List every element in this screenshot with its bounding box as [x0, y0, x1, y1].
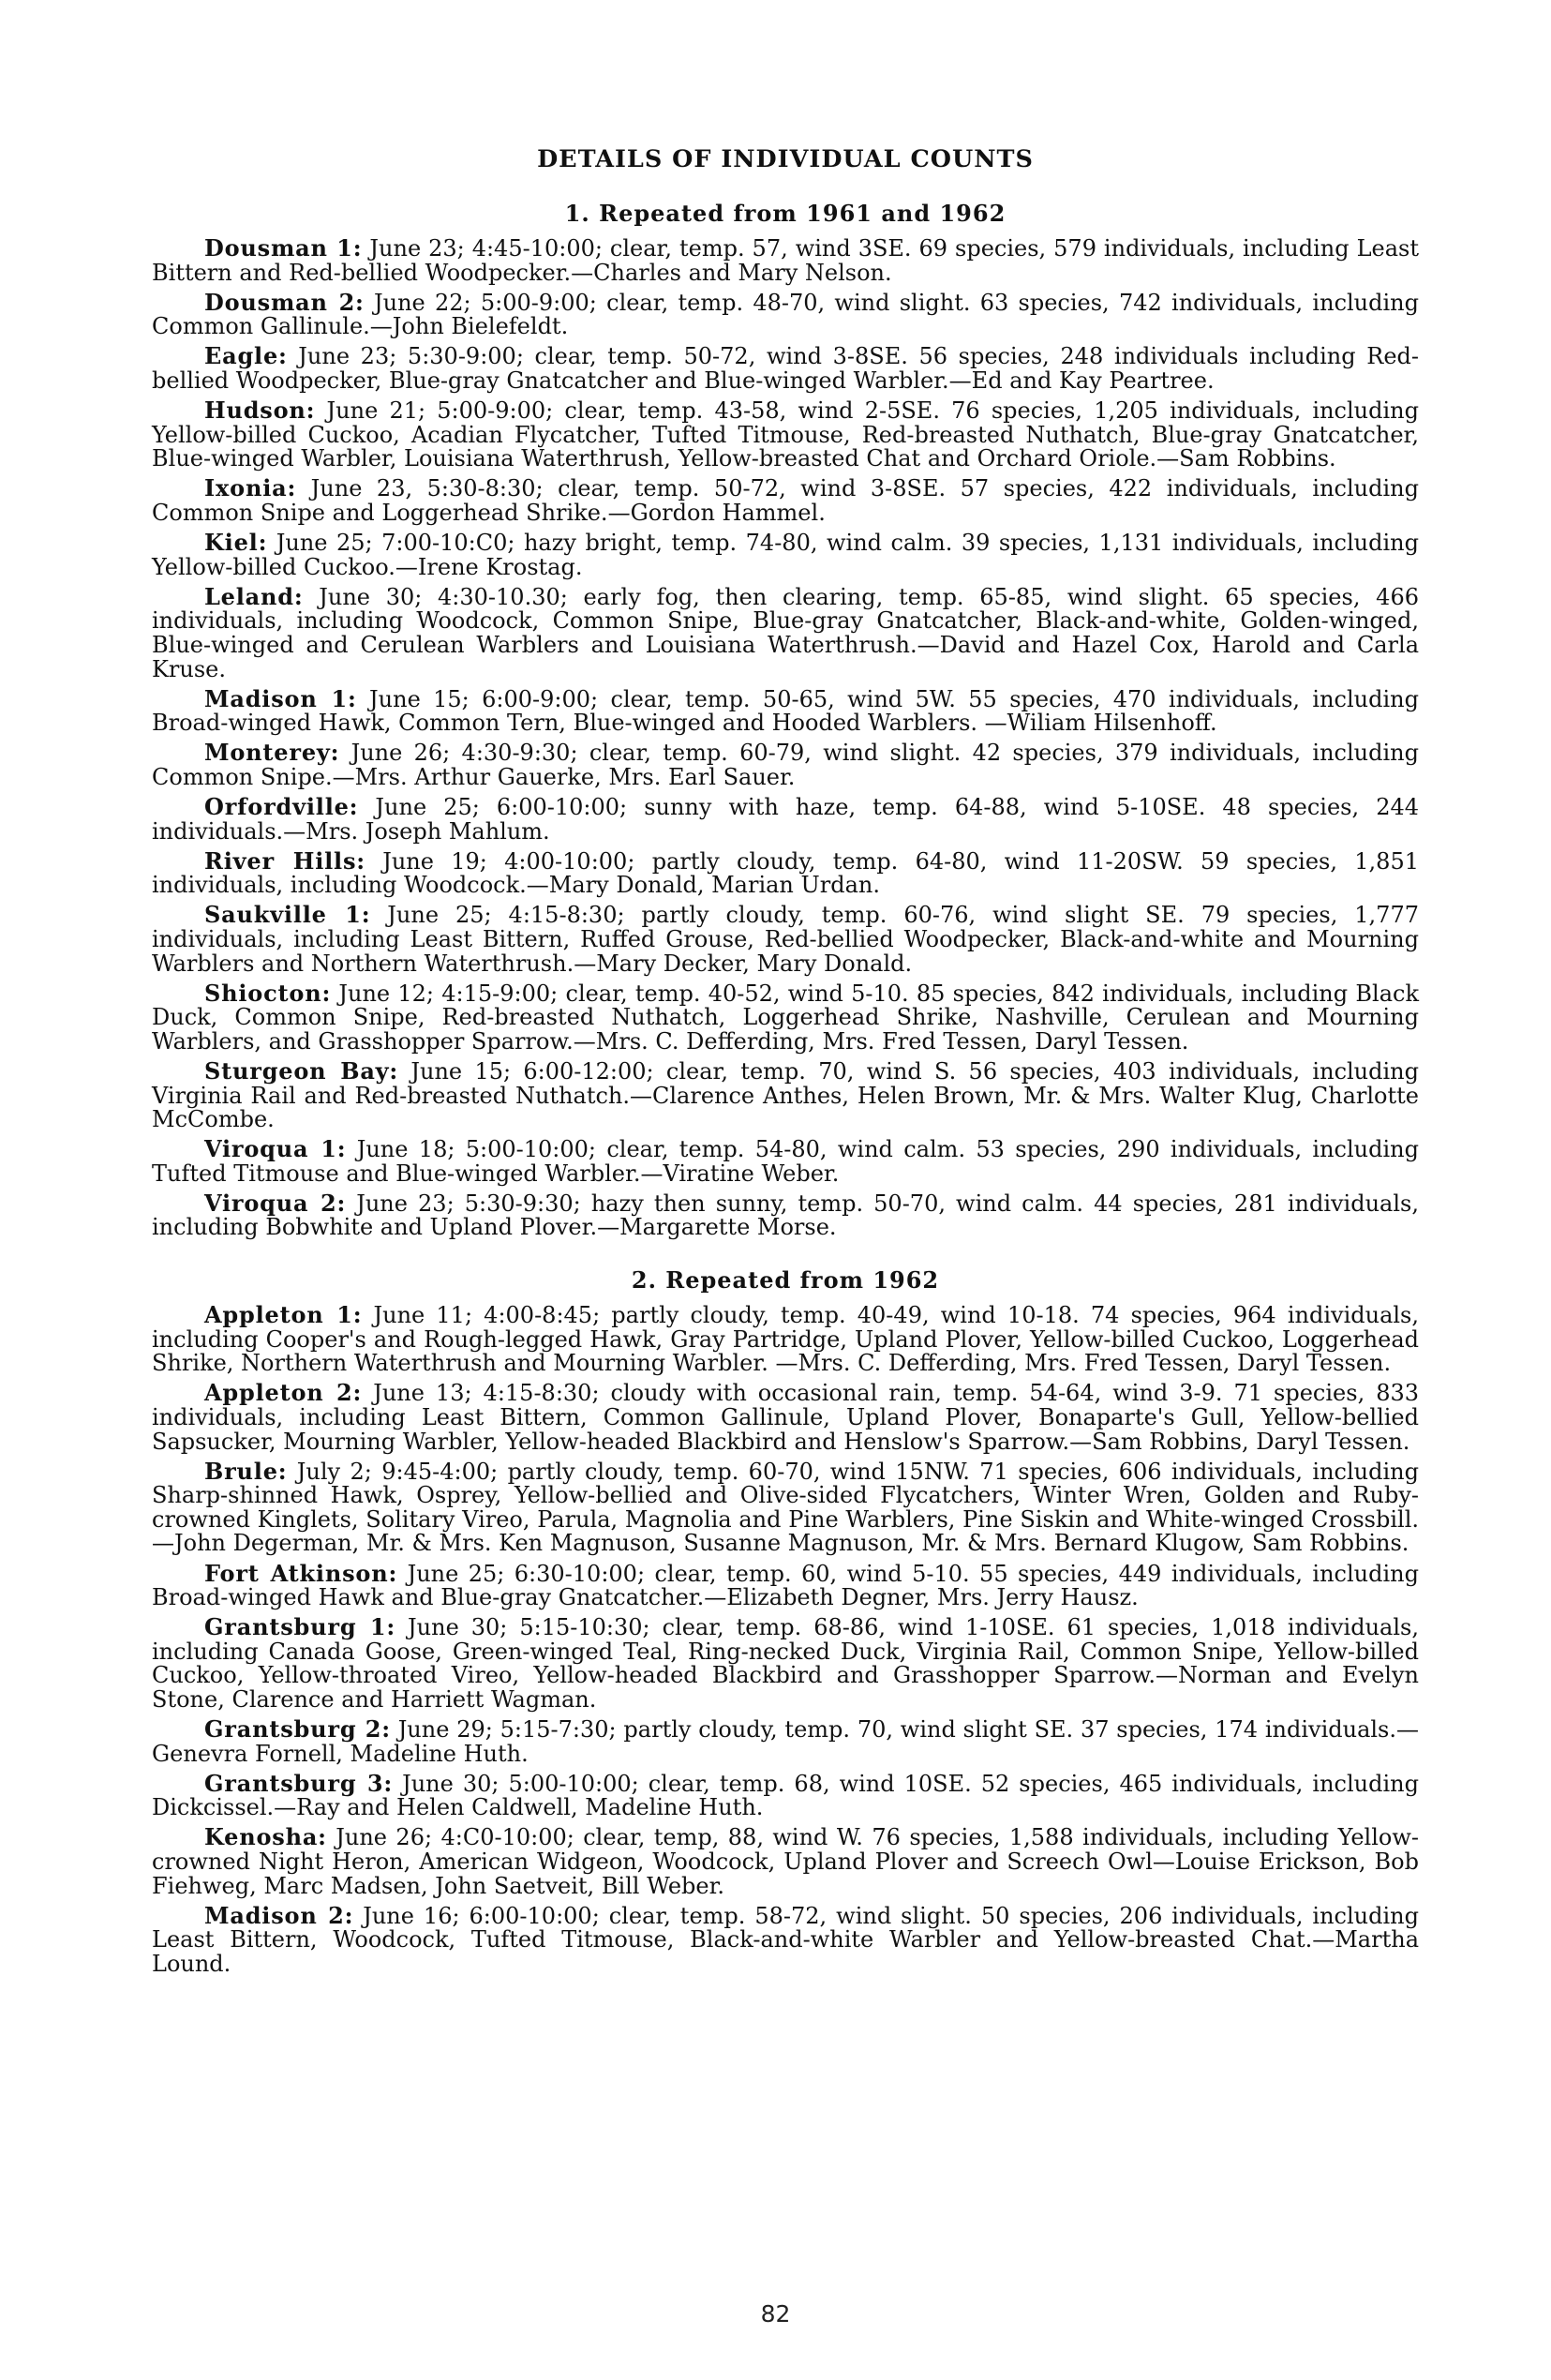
entry-text: June 23; 5:30-9:00; clear, temp. 50-72, wind 3-8SE. 56 species, 248 individuals including Red-bellied Woodpecker, Blue-gray Gnatcatcher and Blue-winged Warbler.—Ed and Kay Peartree.	[152, 343, 1419, 394]
count-entry	[152, 236, 1419, 285]
count-entry	[152, 684, 1419, 737]
entry-text: June 15; 6:00-9:00; clear, temp. 50-65, wind 5W. 55 species, 470 individuals, including Broad-winged Hawk, Common Tern, Blue-winged and Hooded Warblers. —Wiliam Hilsenhoff.	[152, 685, 1419, 737]
entry-location: Monterey:	[204, 739, 340, 767]
entry-location: Appleton 2:	[204, 1379, 363, 1407]
count-entry	[152, 1137, 1419, 1186]
entry-text: June 23; 4:45-10:00; clear, temp. 57, wind 3SE. 69 species, 579 individuals, including Least Bittern and Red-bellied Woodpecker.—Charles and Mary Nelson.	[152, 235, 1420, 286]
count-entry	[152, 582, 1419, 682]
entry-location: Madison 2:	[204, 1901, 354, 1929]
entry-location: Orfordville:	[204, 792, 359, 820]
count-entry	[152, 1615, 1419, 1712]
entry-text: June 15; 6:00-12:00; clear, temp. 70, wind S. 56 species, 403 individuals, including Virginia Rail and Red-breasted Nuthatch.—Clarence Anthes, Helen Brown, Mr. & Mrs. Walter Klug, Charlotte McCombe.	[152, 1057, 1419, 1133]
entry-location: Grantsburg 1:	[204, 1613, 396, 1641]
entry-location: Sturgeon Bay:	[204, 1056, 399, 1085]
count-entry	[152, 1056, 1419, 1133]
count-entry	[152, 741, 1419, 789]
count-entry	[152, 398, 1419, 472]
entry-location: Dousman 2:	[204, 288, 365, 316]
entry-text: June 13; 4:15-8:30; cloudy with occasional rain, temp. 54-64, wind 3-9. 71 species, 833 individuals, including Least Bittern, Common Gallinule, Upland Plover, Bonaparte's Gull, Yellow-bellied Sapsucker, Mourning Warbler, Yellow-headed Blackbird and Henslow's Sparrow.—Sam Robbins, Daryl Tessen.	[152, 1380, 1420, 1455]
entry-location: Shiocton:	[204, 979, 332, 1007]
count-entry	[152, 846, 1419, 899]
entry-text: June 29; 5:15-7:30; partly cloudy, temp. 70, wind slight SE. 37 species, 174 individuals.—Genevra Fornell, Madeline Huth.	[152, 1716, 1419, 1767]
entry-location: Appleton 1:	[204, 1301, 363, 1329]
entry-text: June 25; 6:30-10:00; clear, temp. 60, wind 5-10. 55 species, 449 individuals, including Broad-winged Hawk and Blue-gray Gnatcatcher.—Elizabeth Degner, Mrs. Jerry Hausz.	[152, 1560, 1419, 1611]
entry-text: June 25; 7:00-10:C0; hazy bright, temp. 74-80, wind calm. 39 species, 1,131 individuals, including Yellow-billed Cuckoo.—Irene Krostag.	[152, 530, 1419, 580]
entry-text: June 21; 5:00-9:00; clear, temp. 43-58, wind 2-5SE. 76 species, 1,205 individuals, including Yellow-billed Cuckoo, Acadian Flycatcher, Tufted Titmouse, Red-breasted Nuthatch, Blue-gray Gnatcatcher, Blue-winged Warbler, Louisiana Waterthrush, Yellow-breasted Chat and Orchard Oriole.—Sam Robbins.	[152, 397, 1419, 472]
entry-location: Kenosha:	[204, 1823, 327, 1851]
entry-text: June 18; 5:00-10:00; clear, temp. 54-80, wind calm. 53 species, 290 individuals, including Tufted Titmouse and Blue-winged Warbler.—Viratine Weber.	[152, 1136, 1419, 1187]
count-entry	[152, 1459, 1419, 1556]
count-entry	[152, 1381, 1419, 1454]
document-page	[152, 145, 1419, 1982]
entry-text: June 26; 4:30-9:30; clear, temp. 60-79, wind slight. 42 species, 379 individuals, including Common Snipe.—Mrs. Arthur Gauerke, Mrs. Earl Sauer.	[152, 740, 1419, 790]
count-entry	[152, 288, 1419, 340]
entry-text: June 23, 5:30-8:30; clear, temp. 50-72, wind 3-8SE. 57 species, 422 individuals, including Common Snipe and Loggerhead Shrike.—Gordon Hammel.	[152, 475, 1419, 526]
count-entry	[152, 1191, 1419, 1240]
entry-location: Viroqua 1:	[204, 1135, 347, 1163]
count-entry	[152, 981, 1419, 1055]
page-title: DETAILS OF INDIVIDUAL COUNTS	[537, 145, 1034, 173]
section-heading: 2. Repeated from 1962	[631, 1266, 940, 1295]
count-entry	[152, 531, 1419, 579]
count-entry	[152, 344, 1419, 393]
page-number: 82	[760, 2300, 791, 2328]
entry-location: River Hills:	[204, 846, 365, 875]
entry-location: Saukville 1:	[204, 901, 371, 929]
entry-text: June 25; 4:15-8:30; partly cloudy, temp. 60-76, wind slight SE. 79 species, 1,777 individuals, including Least Bittern, Ruffed Grouse, Red-bellied Woodpecker, Black-and-white and Mourning Warblers and Northern Waterthrush.—Mary Decker, Mary Donald.	[152, 902, 1419, 977]
entry-location: Hudson:	[204, 397, 316, 425]
count-entry	[152, 903, 1419, 976]
entry-location: Dousman 1:	[204, 234, 363, 262]
entry-text: June 30; 5:15-10:30; clear, temp. 68-86, wind 1-10SE. 61 species, 1,018 individuals, including Canada Goose, Green-winged Teal, Ring-necked Duck, Virginia Rail, Common Snipe, Yellow-billed Cuckoo, Yellow-throated Vireo, Yellow-headed Blackbird and Grasshopper Sparrow.—Norman and Evelyn Stone, Clarence and Harriett Wagman.	[152, 1614, 1419, 1713]
entry-text: July 2; 9:45-4:00; partly cloudy, temp. 60-70, wind 15NW. 71 species, 606 individuals, including Sharp-shinned Hawk, Osprey, Yellow-bellied and Olive-sided Flycatchers, Winter Wren, Golden and Ruby-crowned Kinglets, Solitary Vireo, Parula, Magnolia and Pine Warblers, Pine Siskin and White-winged Crossbill.—John Degerman, Mr. & Mrs. Ken Magnuson, Susanne Magnuson, Mr. & Mrs. Bernard Klugow, Sam Robbins.	[152, 1458, 1419, 1557]
count-entry	[152, 792, 1419, 845]
entry-location: Grantsburg 2:	[204, 1715, 391, 1744]
entry-text: June 11; 4:00-8:45; partly cloudy, temp. 40-49, wind 10-18. 74 species, 964 individuals, including Cooper's and Rough-legged Hawk, Gray Partridge, Upland Plover, Yellow-billed Cuckoo, Loggerhead Shrike, Northern Waterthrush and Mourning Warbler. —Mrs. C. Defferding, Mrs. Fred Tessen, Daryl Tessen.	[152, 1302, 1420, 1377]
entry-text: June 12; 4:15-9:00; clear, temp. 40-52, wind 5-10. 85 species, 842 individuals, including Black Duck, Common Snipe, Red-breasted Nuthatch, Loggerhead Shrike, Nashville, Cerulean and Mourning Warblers, and Grasshopper Sparrow.—Mrs. C. Defferding, Mrs. Fred Tessen, Daryl Tessen.	[152, 980, 1419, 1055]
entry-location: Viroqua 2:	[204, 1189, 347, 1217]
entry-location: Madison 1:	[204, 684, 357, 712]
entry-location: Brule:	[204, 1457, 288, 1485]
entry-text: June 30; 4:30-10.30; early fog, then clearing, temp. 65-85, wind slight. 65 species, 466 individuals, including Woodcock, Common Snipe, Blue-gray Gnatcatcher, Black-and-white, Golden-winged, Blue-winged and Cerulean Warblers and Louisiana Waterthrush.—David and Hazel Cox, Harold and Carla Kruse.	[152, 583, 1419, 682]
count-entry	[152, 476, 1419, 525]
entry-location: Eagle:	[204, 342, 288, 370]
entry-text: June 19; 4:00-10:00; partly cloudy, temp. 64-80, wind 11-20SW. 59 species, 1,851 individuals, including Woodcock.—Mary Donald, Marian Urdan.	[152, 847, 1419, 899]
sections-container	[152, 200, 1419, 1977]
entry-location: Ixonia:	[204, 474, 297, 502]
count-entry	[152, 1717, 1419, 1766]
count-entry	[152, 1559, 1419, 1611]
entry-text: June 16; 6:00-10:00; clear, temp. 58-72, wind slight. 50 species, 206 individuals, including Least Bittern, Woodcock, Tufted Titmouse, Black-and-white Warbler and Yellow-breasted Chat.—Martha Lound.	[152, 1902, 1419, 1977]
count-entry	[152, 1769, 1419, 1821]
count-entry	[152, 1303, 1419, 1376]
entry-text: June 23; 5:30-9:30; hazy then sunny, temp. 50-70, wind calm. 44 species, 281 individuals, including Bobwhite and Upland Plover.—Margarette Morse.	[152, 1190, 1419, 1241]
count-entry	[152, 1825, 1419, 1898]
entry-location: Grantsburg 3:	[204, 1769, 394, 1797]
count-entry	[152, 1901, 1419, 1977]
entry-location: Leland:	[204, 582, 304, 610]
entry-text: June 30; 5:00-10:00; clear, temp. 68, wind 10SE. 52 species, 465 individuals, including Dickcissel.—Ray and Helen Caldwell, Madeline Huth.	[152, 1770, 1419, 1821]
entry-text: June 25; 6:00-10:00; sunny with haze, temp. 64-88, wind 5-10SE. 48 species, 244 individuals.—Mrs. Joseph Mahlum.	[152, 793, 1419, 845]
section-heading: 1. Repeated from 1961 and 1962	[564, 200, 1007, 227]
entry-text: June 22; 5:00-9:00; clear, temp. 48-70, wind slight. 63 species, 742 individuals, including Common Gallinule.—John Bielefeldt.	[152, 289, 1419, 340]
entry-text: June 26; 4:C0-10:00; clear, temp, 88, wind W. 76 species, 1,588 individuals, including Yellow-crowned Night Heron, American Widgeon, Woodcock, Upland Plover and Screech Owl—Louise Erickson, Bob Fiehweg, Marc Madsen, John Saetveit, Bill Weber.	[152, 1824, 1419, 1899]
entry-location: Kiel:	[204, 529, 268, 557]
entry-location: Fort Atkinson:	[204, 1559, 398, 1587]
